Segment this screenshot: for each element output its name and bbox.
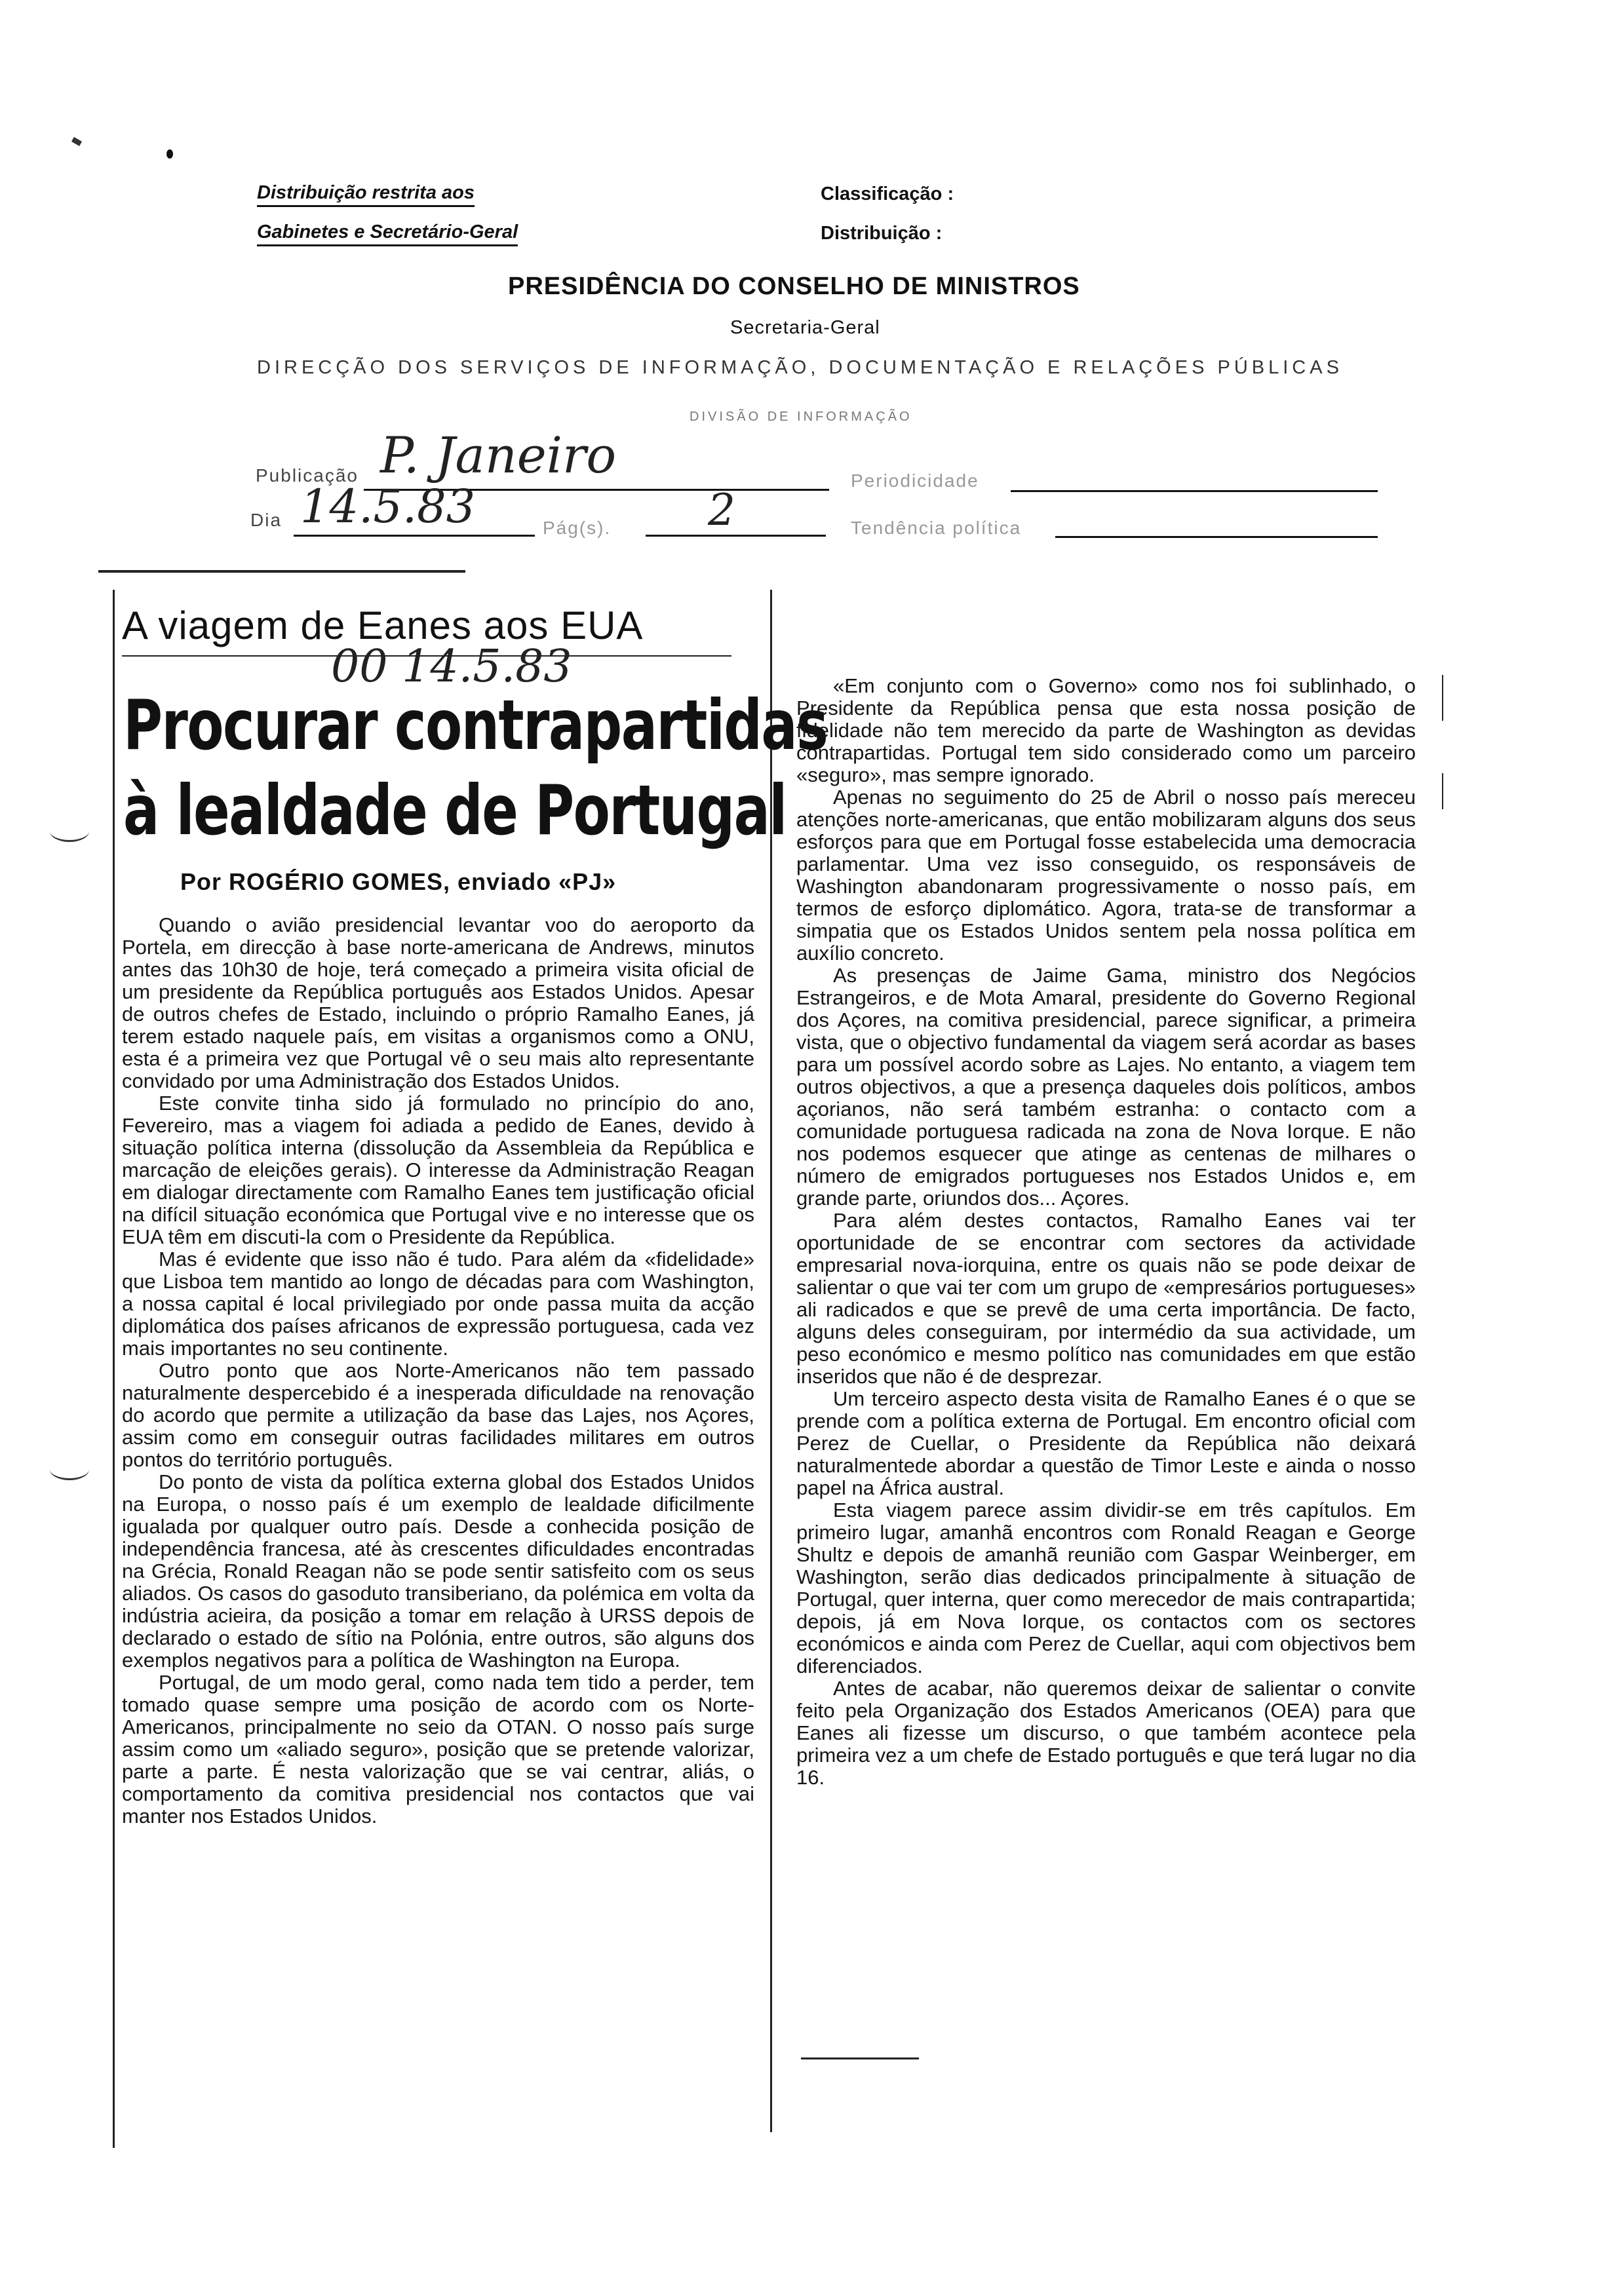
stray-mark-dot <box>166 149 173 159</box>
handwritten-date-note: 00 14.5.83 <box>331 641 572 693</box>
article-paragraph: Este convite tinha sido já formulado no princípio do ano, Fevereiro, mas a viagem foi adiada a pedido de Eanes, devido à situação política interna (dissolução da Assembleia da República e marcação de eleições gerais). O interesse da Administração Reagan em dialogar directamente com Ramalho Eanes tem justificação oficial na difícil situação económica que Portugal vive e no interesse que os EUA têm em discuti-la com o Presidente da República. <box>122 1092 754 1248</box>
pages-label: Pág(s). <box>543 518 612 538</box>
directorate: DIRECÇÃO DOS SERVIÇOS DE INFORMAÇÃO, DOCUMENTAÇÃO E RELAÇÕES PÚBLICAS <box>257 357 1343 378</box>
headline-line2: à lealdade de Portugal <box>123 771 787 851</box>
division: DIVISÃO DE INFORMAÇÃO <box>690 410 912 424</box>
day-label: Dia <box>250 510 282 530</box>
day-line <box>294 535 535 537</box>
left-column-rule <box>113 590 115 2148</box>
distribution-label: Distribuição : <box>821 223 943 244</box>
periodicity-label: Periodicidade <box>851 470 979 491</box>
byline: Por ROGÉRIO GOMES, enviado «PJ» <box>180 868 617 895</box>
article-paragraph: Portugal, de um modo geral, como nada tem tido a perder, tem tomado quase sempre uma posição de acordo com os Norte-Americanos, principalmente no seio da OTAN. O nosso país surge assim como um «aliado seguro», posição que se pretende valorizar, parte a parte. É nesta valorização que se vai centrar, aliás, o comportamento da comitiva presidencial nos contactos que vai manter nos Estados Unidos. <box>122 1671 754 1827</box>
right-margin-rule <box>1442 675 1443 721</box>
article-paragraph: Do ponto de vista da política externa global dos Estados Unidos na Europa, o nosso país é um exemplo de lealdade dificilmente igualada por qualquer outro país. Desde a conhecida posição de independência francesa, até às crescentes dificuldades encontradas na Grécia, Ronald Reagan não se pode sentir satisfeito com os seus aliados. Os casos do gasoduto transiberiano, da polémica em volta da indústria acieira, da posição a tomar em relação à URSS depois de declarado o estado de sítio na Polónia, entre outros, são alguns dos exemplos negativos para a política de Washington na Europa. <box>122 1470 755 1672</box>
article-paragraph: Quando o avião presidencial levantar voo do aeroporto da Portela, em direcção à base norte-americana de Andrews, minutos antes das 10h30 de hoje, terá começado a primeira visita oficial de um presidente da República português aos Estados Unidos. Apesar de outros chefes de Estado, incluindo o próprio Ramalho Eanes, já terem estado naquele país, em visitas a organismos como a ONU, esta é a primeira vez que Portugal vê o seu mais alto representante convidado por uma Administração dos Estados Unidos. <box>122 913 754 1092</box>
article-paragraph: Mas é evidente que isso não é tudo. Para além da «fidelidade» que Lisboa tem mantido ao longo de décadas para com Washington, a nossa capital é local privilegiado por onde passa muita da acção diplomática dos países africanos de expressão portuguesa, cada vez mais importantes no seu continente. <box>122 1248 754 1360</box>
classification-label: Classificação : <box>821 183 954 204</box>
tendency-line <box>1055 536 1378 538</box>
stray-mark-tick <box>71 137 82 146</box>
margin-scribble <box>50 820 89 842</box>
margin-scribble <box>50 1459 89 1480</box>
distribution-restriction-line1: Distribuição restrita aos <box>257 182 475 207</box>
publication-handwritten-value: P. Janeiro <box>380 426 617 484</box>
headline-line1: Procurar contrapartidas <box>123 685 828 765</box>
header-divider <box>98 570 465 573</box>
tendency-label: Tendência política <box>851 518 1022 538</box>
article-paragraph: «Em conjunto com o Governo» como nos foi sublinhado, o Presidente da República pensa que esta nossa posição de fidelidade não tem merecido da parte de Washington as devidas contrapartidas. Portugal tem sido considerado como um parceiro «seguro», mas sempre ignorado. <box>796 674 1416 786</box>
right-margin-rule <box>1442 773 1443 809</box>
article-end-rule <box>801 2057 919 2059</box>
article-paragraph: Antes de acabar, não queremos deixar de salientar o convite feito pela Organização dos Estados Americanos (OEA) para que Eanes ali fizesse um discurso, o que também acontece pela primeira vez a um chefe de Estado português e que terá lugar no dia 16. <box>796 1677 1416 1789</box>
pages-line <box>646 535 826 537</box>
article-paragraph: As presenças de Jaime Gama, ministro dos Negócios Estrangeiros, e de Mota Amaral, presidente do Governo Regional dos Açores, na comitiva presidencial, parece significar, a primeira vista, que o objectivo fundamental da viagem será acordar as bases para um possível acordo sobre as Lajes. No entanto, a viagem tem outros objectivos, a que a presença daqueles dois políticos, ambos açorianos, não será também estranha: o contacto com a comunidade portuguesa radicada na zona de Nova Iorque. E não nos podemos esquecer que atinge as centenas de milhares o número de emigrados portugueses nos Estados Unidos e, em grande parte, oriundos dos... Açores. <box>796 964 1416 1210</box>
sub-agency: Secretaria-Geral <box>730 317 880 338</box>
right-column-body <box>796 675 1416 1789</box>
article-paragraph: Para além destes contactos, Ramalho Eanes vai ter oportunidade de se encontrar com sectores da actividade empresarial nova-iorquina, entre os quais não se pode deixar de salientar o que vai ter com um grupo de «empresários portugueses» ali radicados e que se prevê de uma certa importância. De facto, alguns deles conseguiram, por intermédio da sua actividade, um peso económico e mesmo político nas comunidades em que estão inseridos que não é de desprezar. <box>796 1209 1416 1388</box>
day-handwritten-value: 14.5.83 <box>300 480 476 533</box>
pages-handwritten-value: 2 <box>708 485 735 535</box>
article-kicker: A viagem de Eanes aos EUA <box>122 603 644 647</box>
publication-label: Publicação <box>256 465 359 486</box>
article-paragraph: Apenas no seguimento do 25 de Abril o nosso país mereceu atenções norte-americanas, que então mobilizaram alguns dos seus esforços para que em Portugal fosse estabelecida uma democracia parlamentar. Uma vez isso conseguido, os responsáveis de Washington abandonaram progressivamente o nosso país, em termos de esforço diplomático. Agora, trata-se de transformar a simpatia que os Estados Unidos sentem pela nossa política em auxílio concreto. <box>796 786 1416 965</box>
article-paragraph: Outro ponto que aos Norte-Americanos não tem passado naturalmente despercebido é a inesperada dificuldade na renovação do acordo que permite a utilização da base das Lajes, nos Açores, assim como em conseguir outras facilidades militares em outros pontos do território português. <box>122 1359 754 1471</box>
article-paragraph: Um terceiro aspecto desta visita de Ramalho Eanes é o que se prende com a política externa de Portugal. Em encontro oficial com Perez de Cuellar, o Presidente da República não deixará naturalmentede abordar a questão de Timor Leste e ainda o nosso papel na África austral. <box>796 1387 1416 1499</box>
article-paragraph: Esta viagem parece assim dividir-se em três capítulos. Em primeiro lugar, amanhã encontros com Ronald Reagan e George Shultz e depois de amanhã reunião com Gaspar Weinberger, em Washington, serão dias dedicados principalmente à situação de Portugal, quer interna, quer como merecedor de mais contrapartida; depois, já em Nova Iorque, os contactos com os sectores económicos e ainda com Perez de Cuellar, aqui com objectivos bem diferenciados. <box>796 1499 1416 1677</box>
periodicity-line <box>1011 490 1378 492</box>
distribution-restriction-line2: Gabinetes e Secretário-Geral <box>257 221 518 246</box>
left-column-body <box>122 914 754 1827</box>
agency-title: PRESIDÊNCIA DO CONSELHO DE MINISTROS <box>508 273 1080 300</box>
